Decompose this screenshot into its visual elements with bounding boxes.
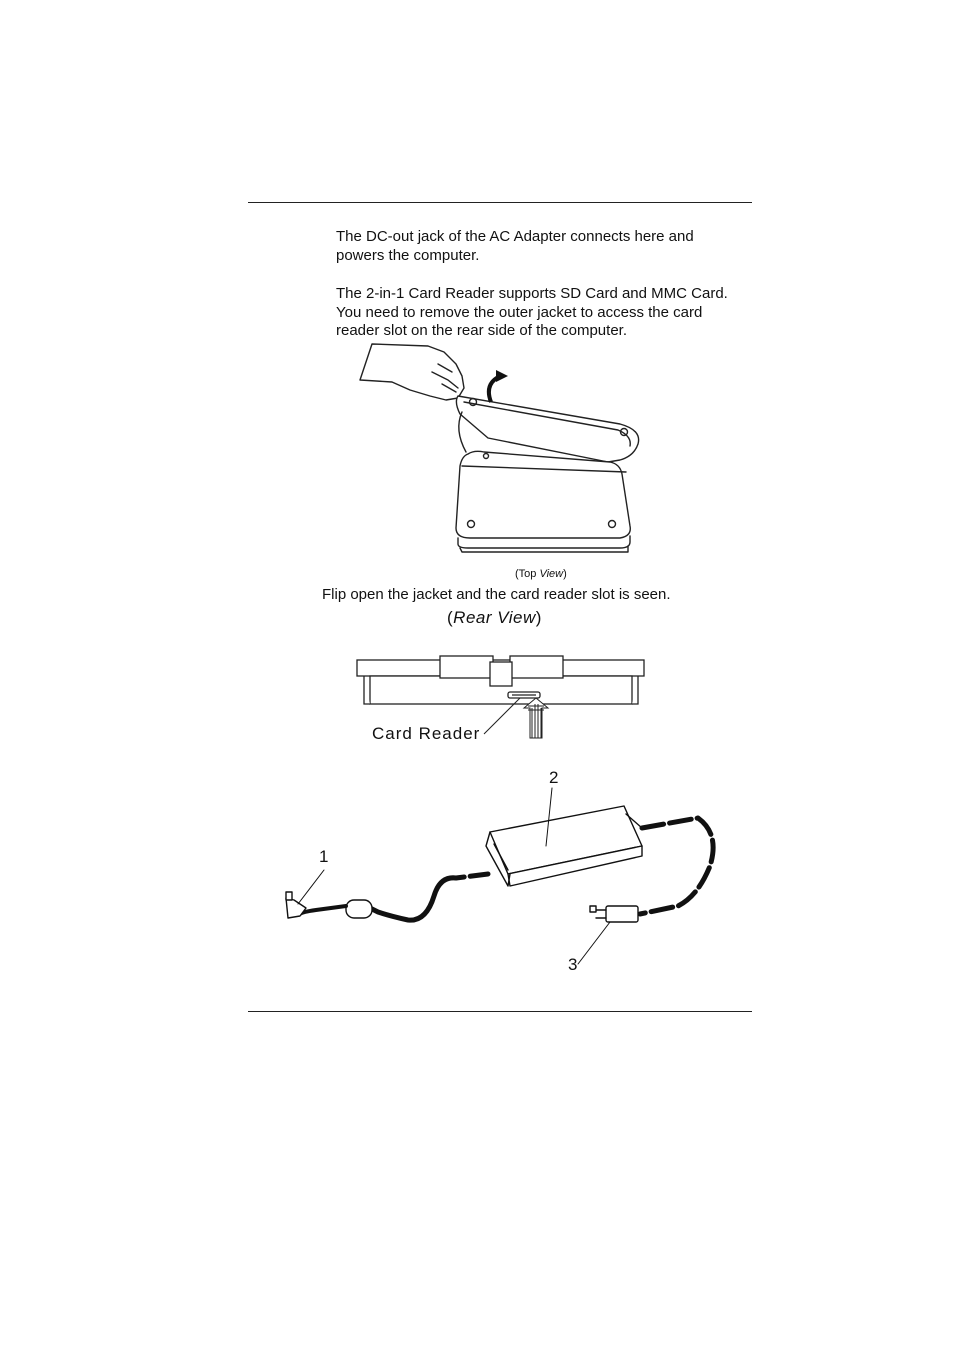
top-view-illustration (358, 340, 658, 580)
top-view-caption-close: ) (563, 568, 567, 580)
rear-view-title-close: ) (535, 608, 542, 627)
top-view-caption-open: (Top (515, 568, 540, 580)
callout-1: 1 (319, 847, 329, 866)
footer-rule (248, 1011, 752, 1012)
callout-2: 2 (549, 768, 559, 787)
header-rule (248, 202, 752, 203)
card-reader-label: Card Reader (372, 724, 481, 743)
dc-in-description: The DC-out jack of the AC Adapter connects here and powers the computer. (336, 228, 694, 264)
card-reader-description: The 2-in-1 Card Reader supports SD Card and MMC Card. You need to remove the outer jacket to access the card reader slot on the rear side of the computer. (336, 285, 728, 339)
ac-adapter-illustration (280, 766, 720, 976)
flip-open-caption: Flip open the jacket and the card reader slot is seen. (322, 586, 671, 603)
rear-view-title-italic: Rear View (453, 608, 536, 627)
top-view-caption-italic: View (539, 568, 564, 580)
top-view-caption (515, 565, 567, 583)
rear-view-title-open: ( (447, 608, 454, 627)
rear-view-title (447, 609, 542, 627)
callout-3: 3 (568, 955, 578, 974)
